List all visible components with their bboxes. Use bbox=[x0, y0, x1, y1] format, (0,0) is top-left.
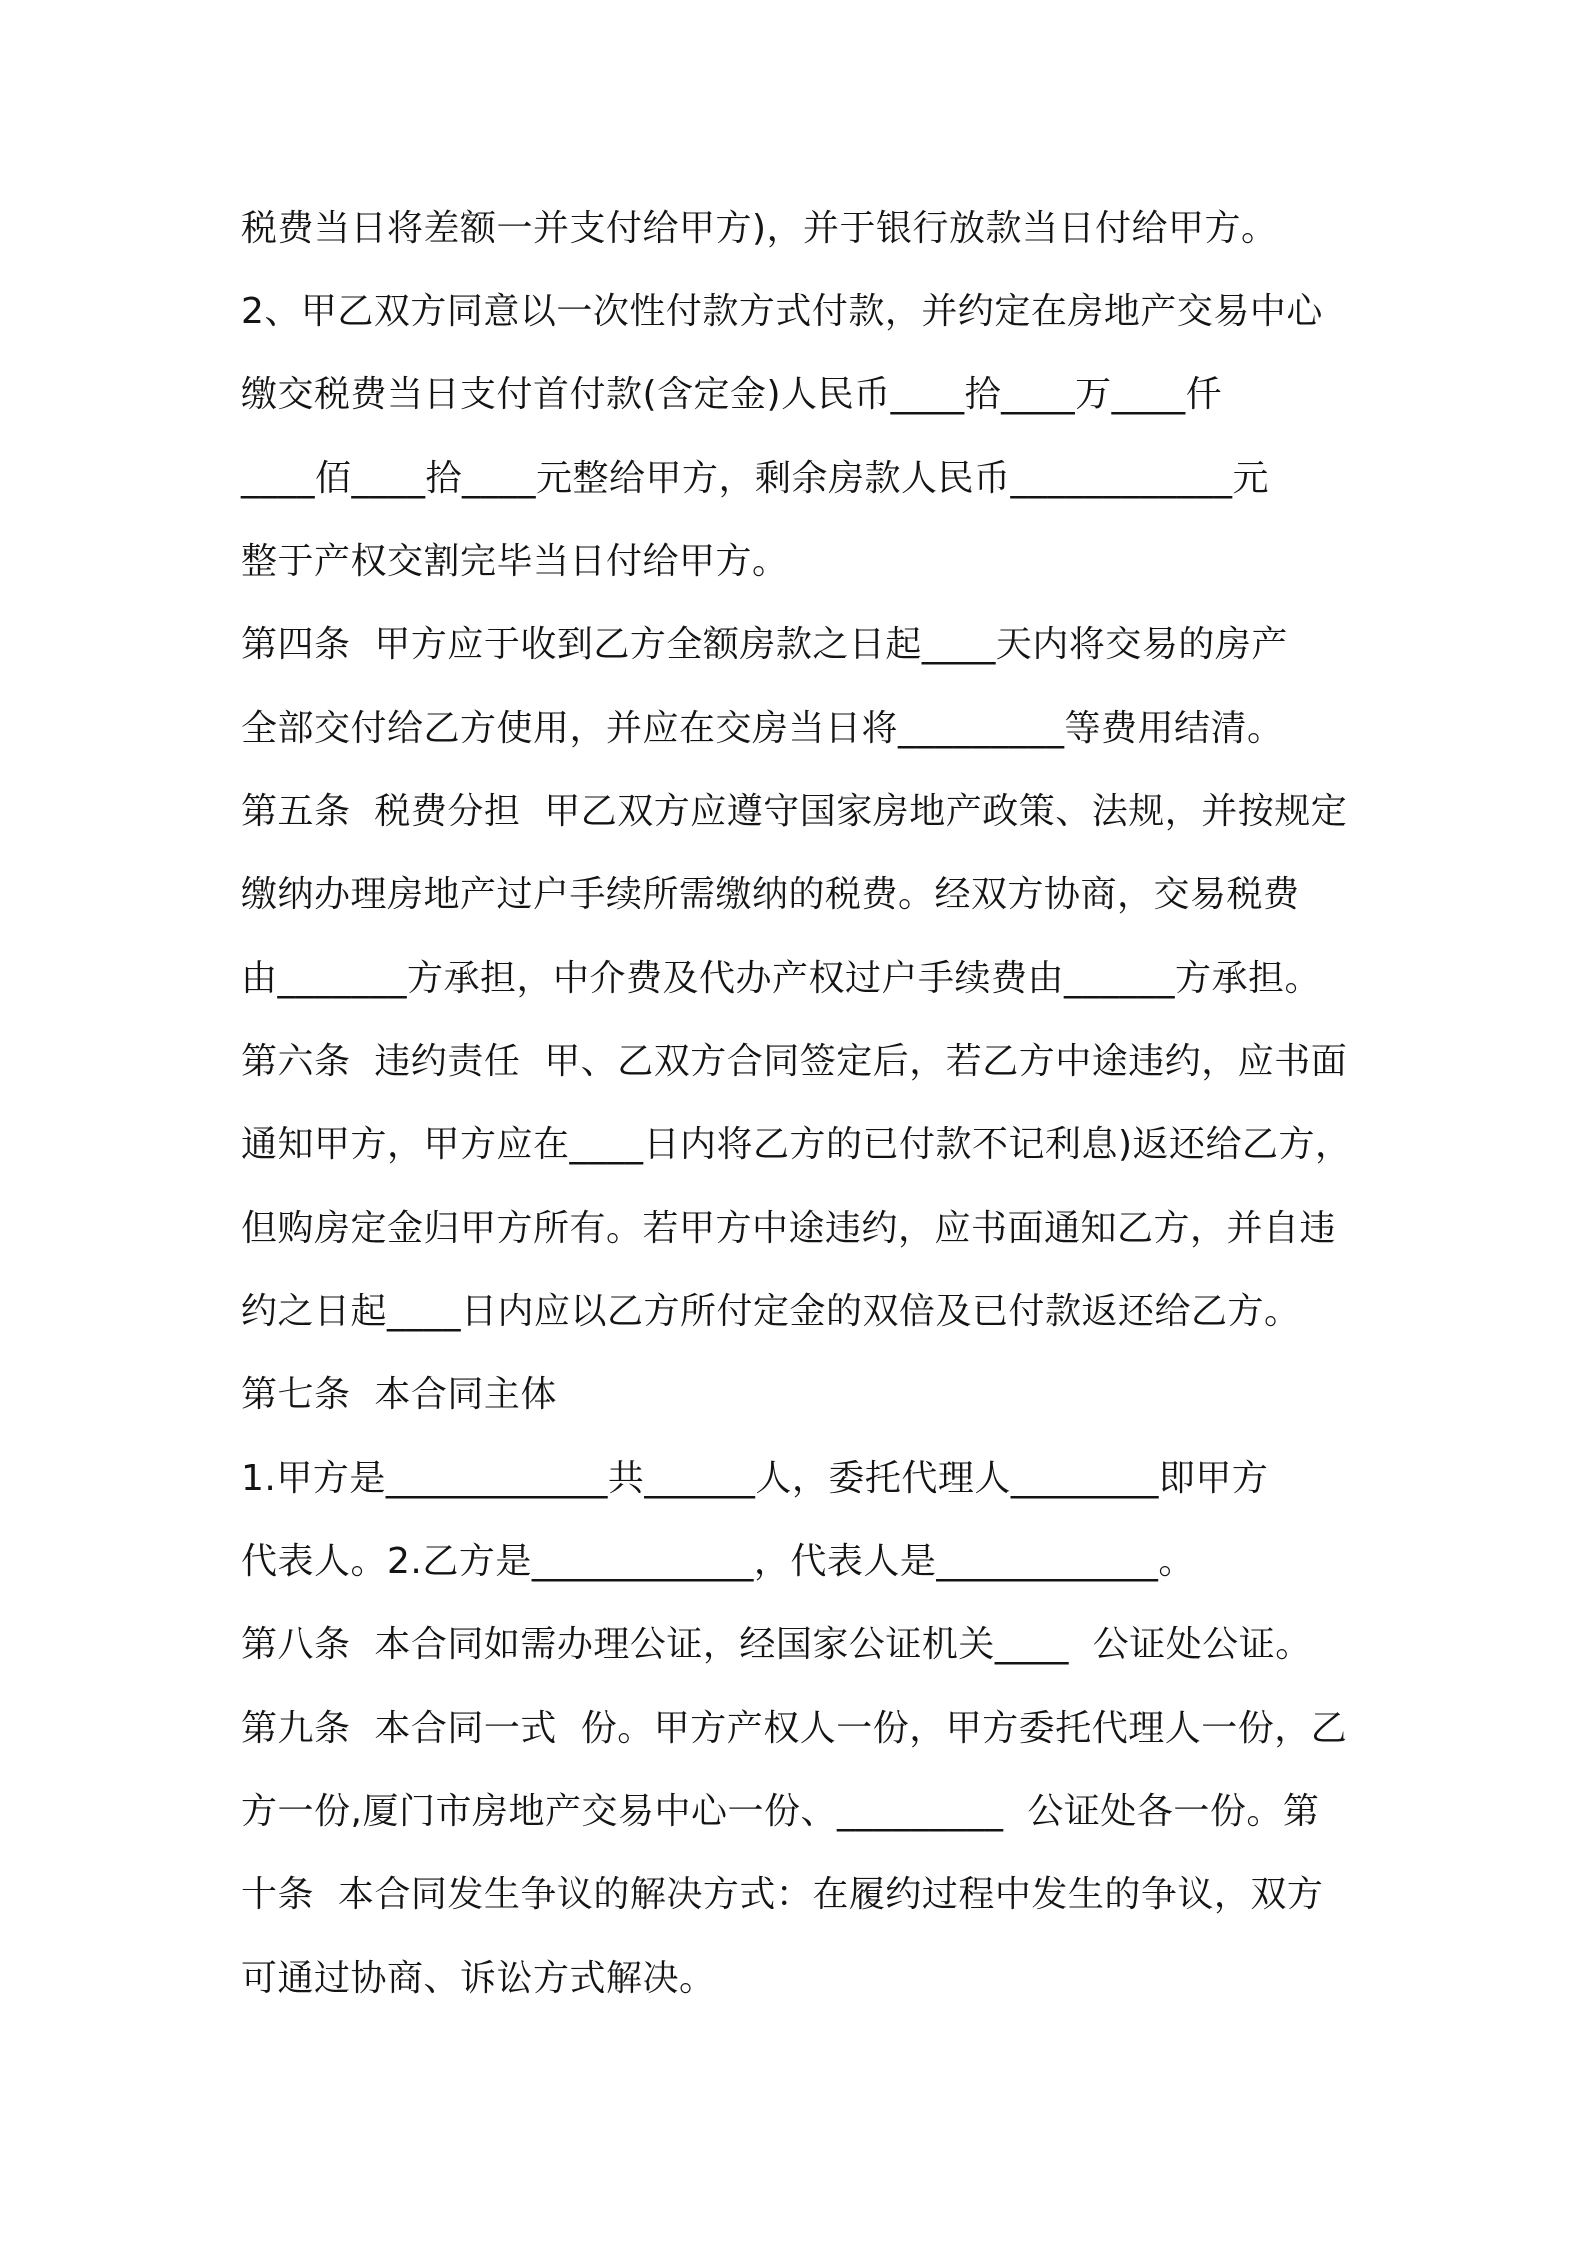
article-5-heading-line: 第五条 税费分担 甲乙双方应遵守国家房地产政策、法规，并按规定 bbox=[241, 791, 1348, 832]
text-line-17: 代表人。2.乙方是____________，代表人是____________。 bbox=[241, 1541, 1195, 1582]
article-4-heading-line: 第四条 甲方应于收到乙方全额房款之日起____天内将交易的房产 bbox=[241, 624, 1288, 665]
article-6-heading-line: 第六条 违约责任 甲、乙双方合同签定后，若乙方中途违约，应书面 bbox=[241, 1041, 1348, 1082]
text-line-1: 税费当日将差额一并支付给甲方)，并于银行放款当日付给甲方。 bbox=[241, 208, 1278, 249]
article-9-heading-line: 第九条 本合同一式 份。甲方产权人一份，甲方委托代理人一份，乙 bbox=[241, 1708, 1348, 1749]
text-line-12: 通知甲方，甲方应在____日内将乙方的已付款不记利息)返还给乙方， bbox=[241, 1124, 1352, 1165]
article-10-line: 十条 本合同发生争议的解决方式：在履约过程中发生的争议，双方 bbox=[241, 1874, 1324, 1915]
text-line-7: 全部交付给乙方使用，并应在交房当日将_________等费用结清。 bbox=[241, 708, 1284, 749]
text-line-3: 缴交税费当日支付首付款(含定金)人民币____拾____万____仟 bbox=[241, 374, 1223, 415]
article-7-heading-line: 第七条 本合同主体 bbox=[241, 1374, 557, 1415]
text-line-2: 2、甲乙双方同意以一次性付款方式付款，并约定在房地产交易中心 bbox=[241, 291, 1323, 332]
text-line-14: 约之日起____日内应以乙方所付定金的双倍及已付款返还给乙方。 bbox=[241, 1291, 1301, 1332]
text-line-13: 但购房定金归甲方所有。若甲方中途违约，应书面通知乙方，并自违 bbox=[241, 1208, 1337, 1249]
text-line-10: 由_______方承担，中介费及代办产权过户手续费由______方承担。 bbox=[241, 958, 1322, 999]
text-line-16: 1.甲方是____________共______人，委托代理人________即甲方 bbox=[241, 1458, 1269, 1499]
article-8-heading-line: 第八条 本合同如需办理公证，经国家公证机关____ 公证处公证。 bbox=[241, 1624, 1312, 1665]
text-line-9: 缴纳办理房地产过户手续所需缴纳的税费。经双方协商，交易税费 bbox=[241, 874, 1300, 915]
text-line-5: 整于产权交割完毕当日付给甲方。 bbox=[241, 541, 789, 582]
text-line-20: 方一份,厦门市房地产交易中心一份、_________ 公证处各一份。第 bbox=[241, 1791, 1320, 1832]
text-line-22: 可通过协商、诉讼方式解决。 bbox=[241, 1958, 716, 1999]
text-line-4: ____佰____拾____元整给甲方，剩余房款人民币____________元 bbox=[241, 458, 1270, 499]
